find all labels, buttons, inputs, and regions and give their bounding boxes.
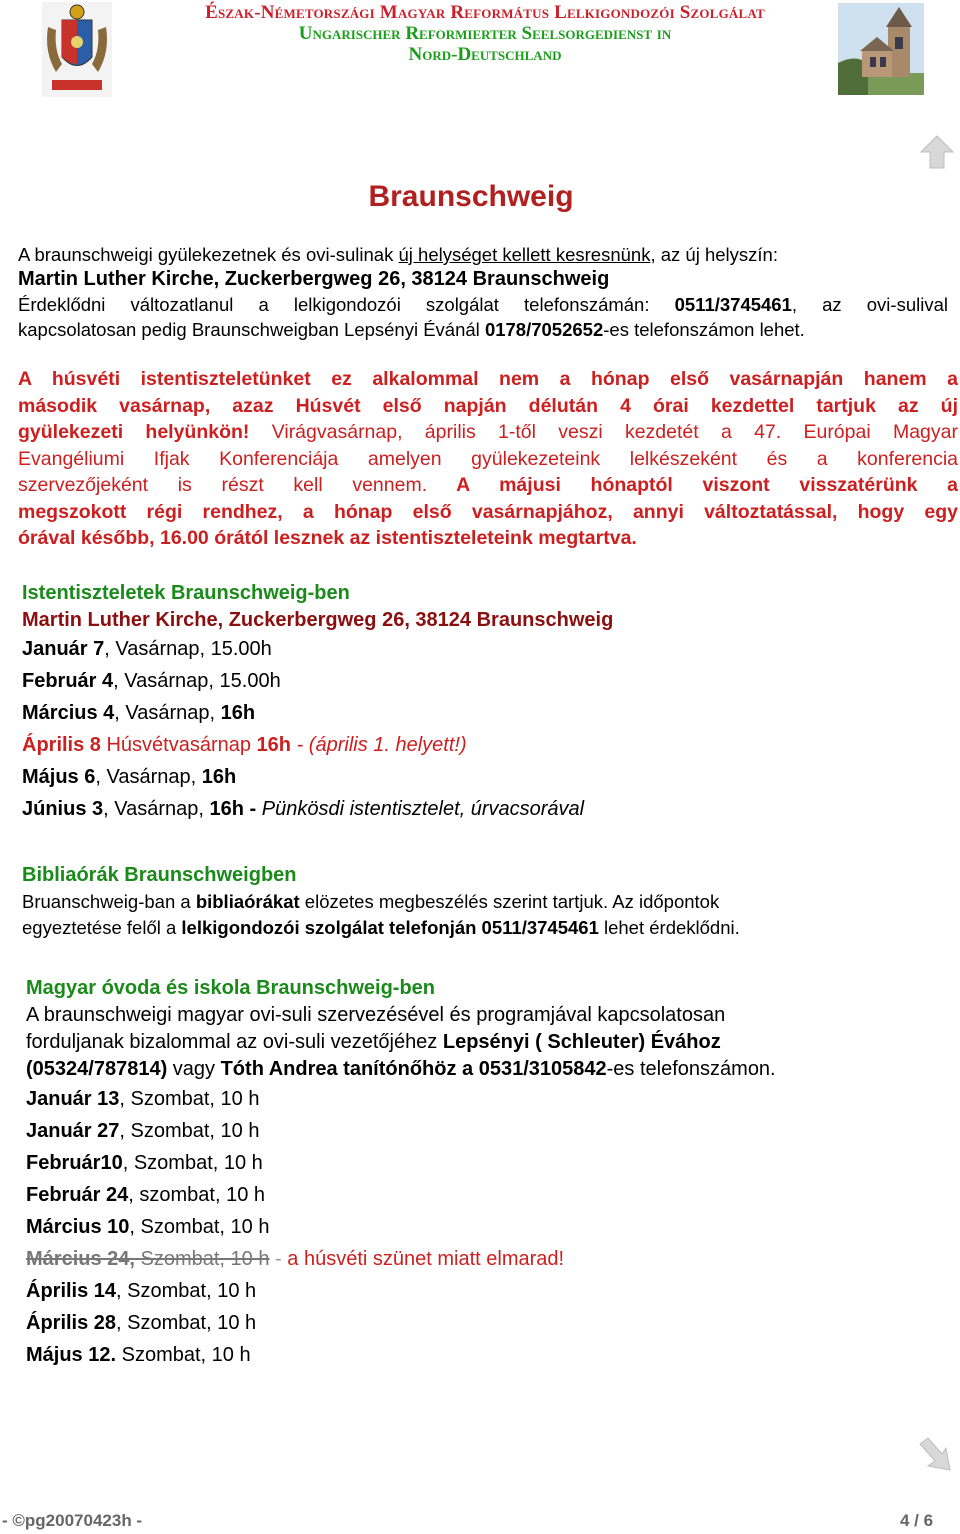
new-location-link[interactable]: új helységet kellett kesresnünk xyxy=(398,244,651,265)
school-time: , Szombat, 10 h xyxy=(119,1120,260,1142)
school-row xyxy=(26,1275,946,1307)
notice-text: Virágvasárnap, április 1-től veszi kezdetét a 47. Európai Magyar xyxy=(249,421,958,443)
intro-paragraph xyxy=(18,242,948,342)
service-day: , Vasárnap, xyxy=(114,702,221,724)
school-time: Szombat, 10 h xyxy=(116,1344,251,1366)
school-date: Április 14 xyxy=(26,1280,117,1302)
school-time: , Szombat, 10 h xyxy=(122,1152,263,1174)
bible-heading: Bibliaórák Braunschweigben xyxy=(22,864,297,886)
notice-line: órával később, 16.00 órától lesznek az istentiszteleteink megtartva. xyxy=(18,527,637,549)
school-line-3 xyxy=(26,1056,946,1083)
service-day: Húsvétvasárnap xyxy=(100,734,257,756)
service-time: 16h xyxy=(209,798,244,820)
notice-text: A májusi hónaptól viszont visszatérünk a xyxy=(427,474,958,496)
service-row xyxy=(22,697,942,729)
intro-text: A braunschweigi gyülekezetnek és ovi-sulinak xyxy=(18,244,399,265)
school-dash: - xyxy=(269,1248,288,1270)
footer-code: - ©pg20070423h - xyxy=(2,1511,143,1530)
school-date: Január 27 xyxy=(26,1120,120,1142)
intro-line-1 xyxy=(18,242,948,267)
service-time: , Vasárnap, 15.00h xyxy=(113,670,281,692)
service-date: Június 3 xyxy=(22,798,104,820)
school-section xyxy=(26,974,946,1371)
phone-number: 0178/7052652 xyxy=(484,319,604,340)
notice-line: Evangéliumi Ifjak Konferenciája amelyen gyülekezeteink lelkészeként és a konferencia xyxy=(18,447,958,470)
school-row-cancelled xyxy=(26,1243,946,1275)
school-row xyxy=(26,1339,946,1371)
service-row xyxy=(22,761,942,793)
phone-number: 0511/3745461 xyxy=(674,294,792,315)
school-time: , szombat, 10 h xyxy=(128,1184,266,1206)
bible-section xyxy=(22,861,942,941)
intro-text: Érdeklődni változatlanul a lelkigondozói szolgálat telefonszámán: xyxy=(18,294,675,315)
school-date: Május 12. xyxy=(26,1344,117,1366)
bible-text: elözetes megbeszélés szerint tartjuk. Az időpontok xyxy=(299,891,720,912)
intro-text: , az ovi-sulival xyxy=(791,294,948,315)
notice-line xyxy=(18,419,958,446)
service-date: Április 8 xyxy=(22,734,101,756)
school-line-1: A braunschweigi magyar ovi-suli szervezésével és programjával kapcsolatosan xyxy=(26,1004,726,1026)
service-time: , Vasárnap, 15.00h xyxy=(104,638,272,660)
notice-text: szervezőjeként is részt kell vennem. xyxy=(18,474,428,496)
school-date: Február 24 xyxy=(26,1184,129,1206)
school-text: -es telefonszámon. xyxy=(606,1058,776,1080)
school-row xyxy=(26,1147,946,1179)
school-date: Január 13 xyxy=(26,1088,120,1110)
school-time: , Szombat, 10 h xyxy=(116,1280,257,1302)
bible-text: Bruanschweig-ban a xyxy=(22,891,196,912)
services-section xyxy=(22,579,942,825)
header-line-1: Észak-Németországi Magyar Református Lelkigondozói Szolgálat xyxy=(205,2,765,23)
bible-line-2 xyxy=(22,915,942,941)
arrow-down-right-icon[interactable] xyxy=(916,1434,956,1474)
school-row xyxy=(26,1307,946,1339)
school-time: , Szombat, 10 h xyxy=(129,1216,270,1238)
school-text: Lepsényi ( Schleuter) Évához xyxy=(442,1031,721,1053)
bible-text: lehet érdeklődni. xyxy=(598,917,740,938)
school-date: Március 24, xyxy=(26,1248,135,1270)
service-date: Január 7 xyxy=(22,638,105,660)
school-date: Április 28 xyxy=(26,1312,117,1334)
church-address: Martin Luther Kirche, Zuckerbergweg 26, 38124 Braunschweig xyxy=(18,268,610,290)
service-row xyxy=(22,793,942,825)
intro-line-4 xyxy=(18,317,948,342)
service-time: 16h xyxy=(256,734,292,756)
service-row xyxy=(22,633,942,665)
school-row xyxy=(26,1115,946,1147)
school-text: Tóth Andrea tanítónőhöz a 0531/3105842 xyxy=(220,1058,607,1080)
school-date: Március 10 xyxy=(26,1216,130,1238)
church-photo xyxy=(838,3,924,95)
service-date: Május 6 xyxy=(22,766,96,788)
intro-text: kapcsolatosan pedig Braunschweigban Lepsényi Évánál xyxy=(18,319,485,340)
page-title: Braunschweig xyxy=(368,180,574,213)
bible-text: egyeztetése felől a xyxy=(22,917,182,938)
service-day: , Vasárnap, xyxy=(95,766,202,788)
school-time: Szombat, 10 h xyxy=(134,1248,270,1270)
intro-text: -es telefonszámon lehet. xyxy=(603,319,805,340)
services-address: Martin Luther Kirche, Zuckerbergweg 26, 38124 Braunschweig xyxy=(22,609,614,631)
service-row-easter xyxy=(22,729,942,761)
notice-text: gyülekezeti helyünkön! xyxy=(18,421,250,443)
easter-notice xyxy=(18,366,958,552)
school-text: forduljanak bizalommal az ovi-suli vezetőjéhez xyxy=(26,1031,443,1053)
service-row xyxy=(22,665,942,697)
notice-line xyxy=(18,472,958,499)
arrow-up-icon[interactable] xyxy=(918,133,956,171)
page-number: 4 / 6 xyxy=(900,1511,934,1530)
bible-text: lelkigondozói szolgálat telefonján 0511/3745461 xyxy=(181,917,599,938)
service-note: Pünkösdi istentisztelet, úrvacsorával xyxy=(261,798,585,820)
school-row xyxy=(26,1211,946,1243)
service-note: - (április 1. helyett!) xyxy=(291,734,467,756)
notice-line: A húsvéti istentiszteletünket ez alkalommal nem a hónap első vasárnapján hanem a xyxy=(18,368,958,390)
header-line-2: Ungarischer Reformierter Seelsorgedienst in xyxy=(298,23,672,44)
school-heading: Magyar óvoda és iskola Braunschweig-ben xyxy=(26,977,436,999)
school-row xyxy=(26,1179,946,1211)
service-time: 16h xyxy=(220,702,256,724)
service-day: , Vasárnap, xyxy=(103,798,210,820)
bible-line-1 xyxy=(22,889,942,915)
intro-text: , az új helyszín: xyxy=(650,244,778,265)
school-line-2 xyxy=(26,1029,946,1056)
service-dash: - xyxy=(243,798,262,820)
service-time: 16h xyxy=(201,766,237,788)
notice-line: második vasárnap, azaz Húsvét első napján délután 4 órai kezdettel tartjuk az új xyxy=(18,394,958,417)
coat-of-arms-logo xyxy=(42,2,112,97)
service-date: Március 4 xyxy=(22,702,115,724)
cancel-note: a húsvéti szünet miatt elmarad! xyxy=(287,1248,565,1270)
intro-line-3 xyxy=(18,292,948,317)
service-date: Február 4 xyxy=(22,670,114,692)
school-date: Február10 xyxy=(26,1152,123,1174)
school-text: (05324/787814) xyxy=(26,1058,168,1080)
school-text: vagy xyxy=(167,1058,221,1080)
services-heading: Istentiszteletek Braunschweig-ben xyxy=(22,582,350,604)
school-row xyxy=(26,1083,946,1115)
header-title xyxy=(130,2,840,65)
bible-text: bibliaórákat xyxy=(195,891,300,912)
header-line-3: Nord-Deutschland xyxy=(408,44,562,65)
school-time: , Szombat, 10 h xyxy=(119,1088,260,1110)
notice-line: megszokott régi rendhez, a hónap első vasárnapjához, annyi változtatással, hogy egy xyxy=(18,500,958,523)
school-time: , Szombat, 10 h xyxy=(116,1312,257,1334)
